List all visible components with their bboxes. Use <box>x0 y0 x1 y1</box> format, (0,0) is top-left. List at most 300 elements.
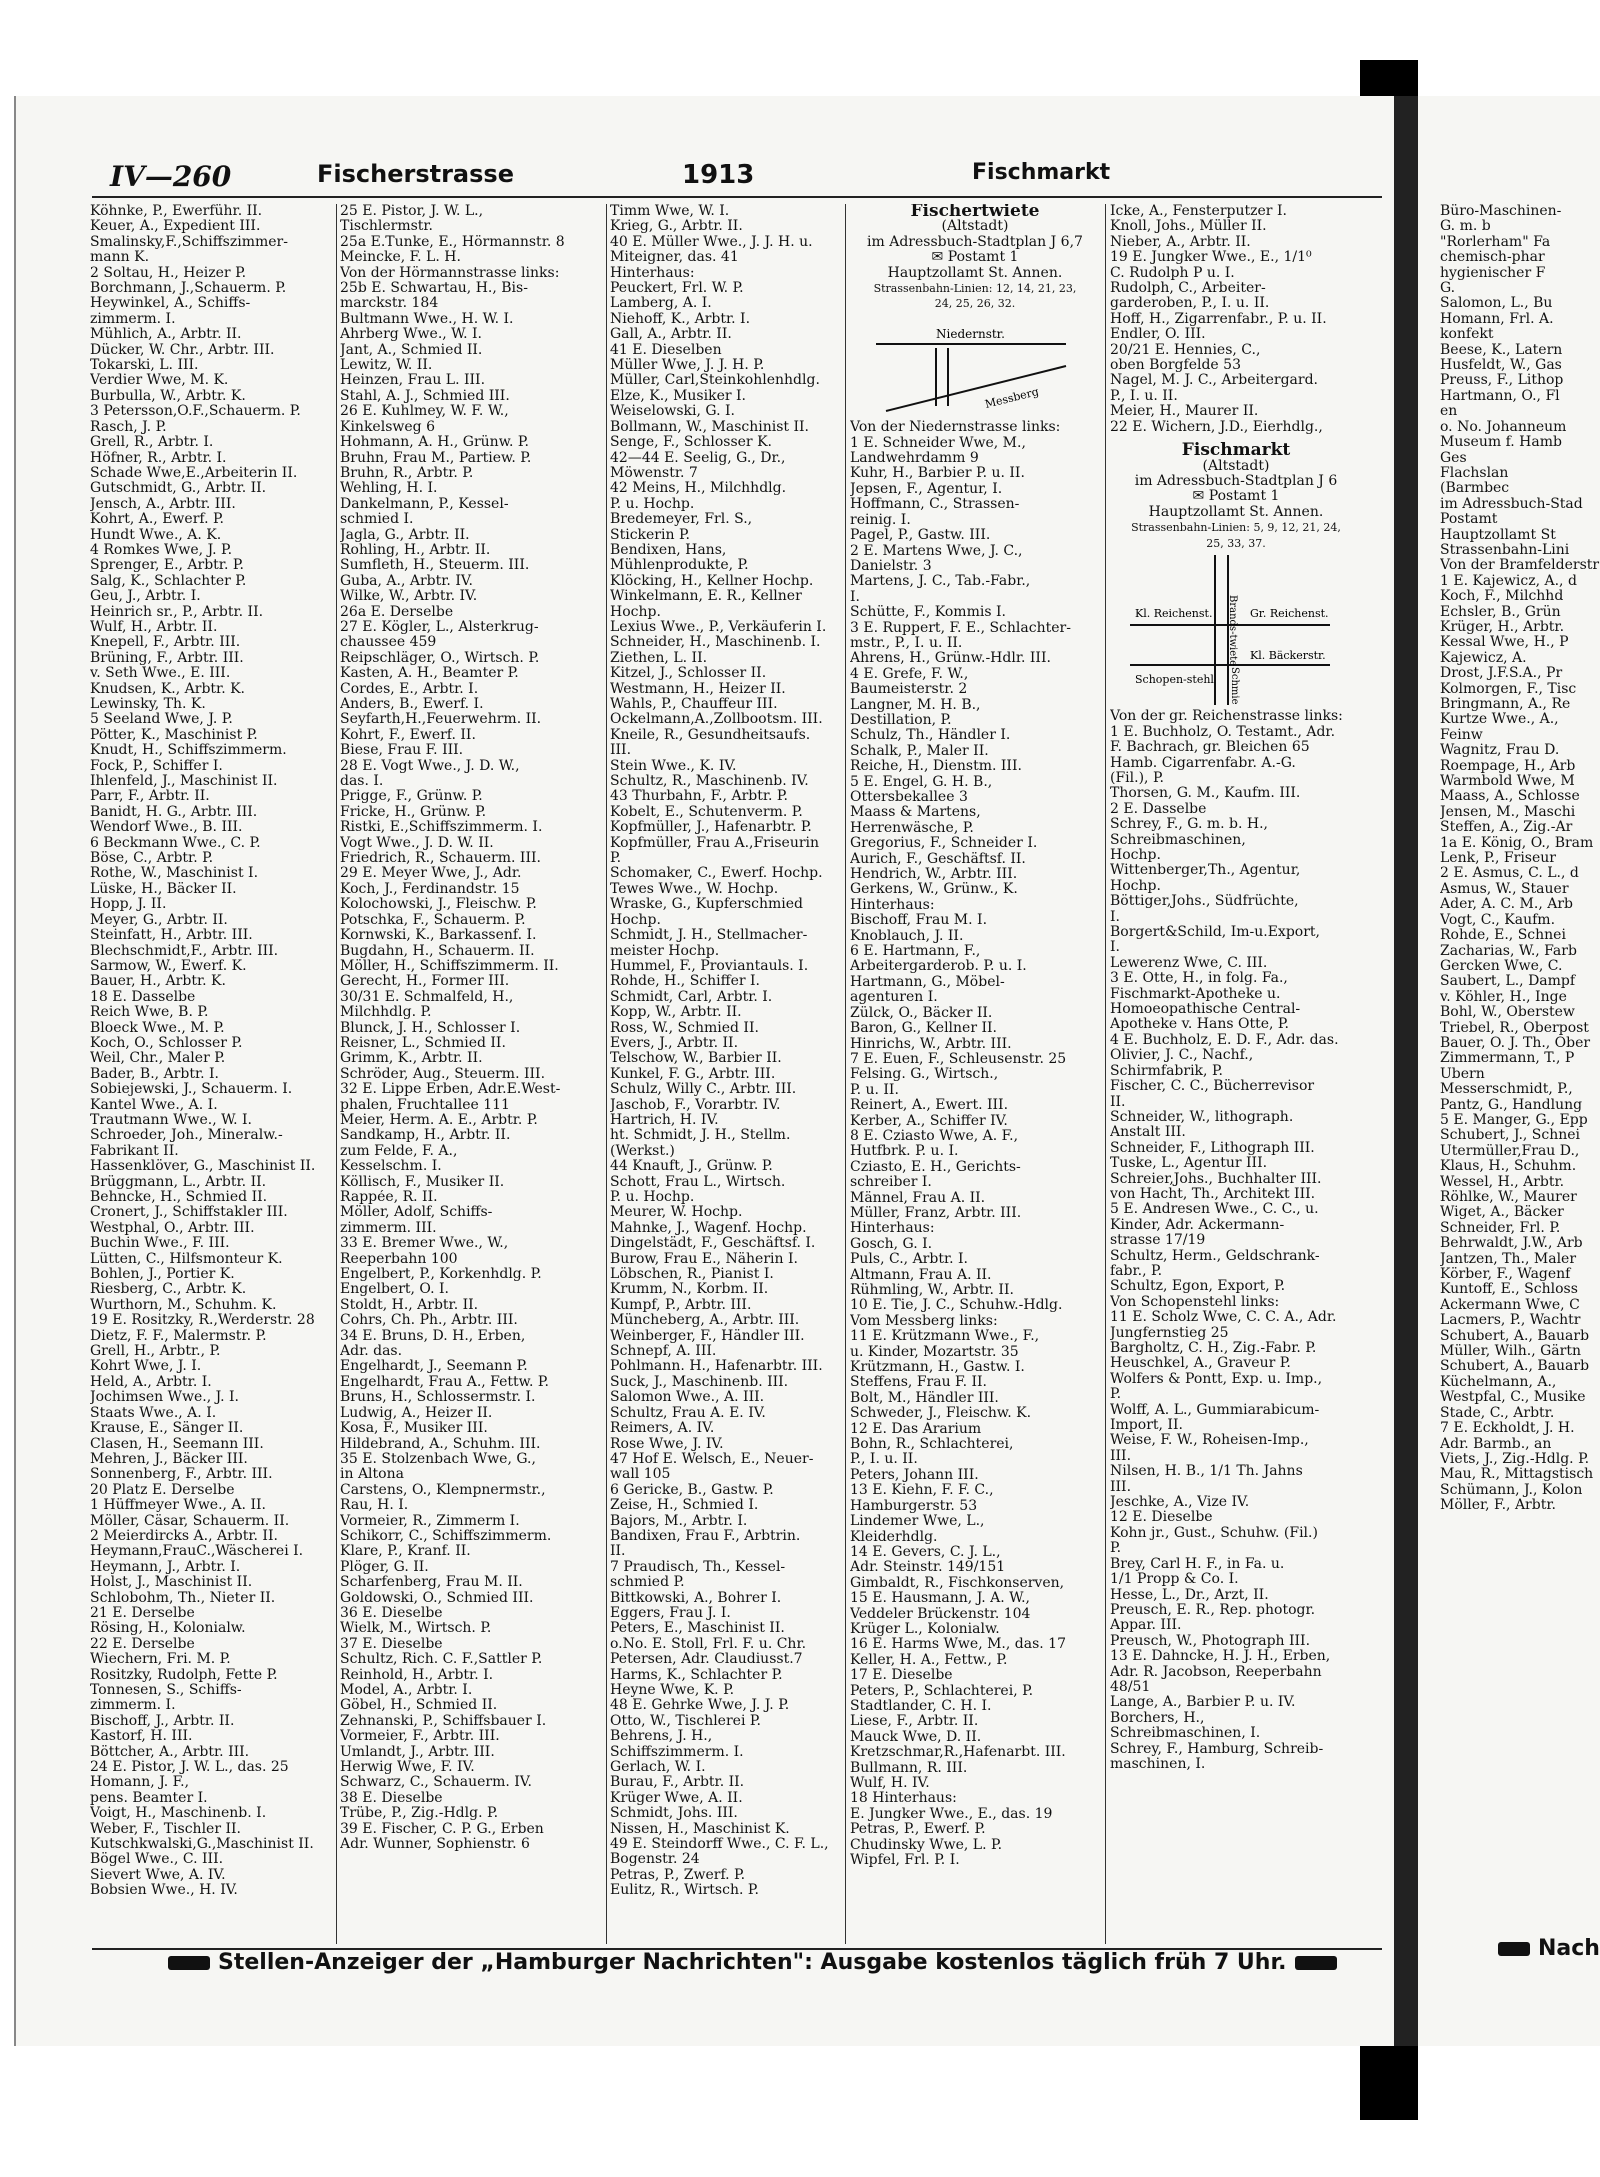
directory-entry: Möller, F., Arbtr. <box>1440 1498 1556 1514</box>
directory-entry: P. u. Hochp. <box>610 496 695 512</box>
directory-entry: Reimers, A. IV. <box>610 1421 715 1437</box>
directory-entry: Messerschmidt, P., <box>1440 1082 1573 1098</box>
directory-entry: Hauptzollamt St <box>1440 527 1556 543</box>
directory-entry: Harms, K., Schlachter P. <box>610 1667 783 1683</box>
directory-entry: Stoldt, H., Arbtr. II. <box>340 1297 479 1313</box>
directory-entry: Gimbaldt, R., Fischkonserven, <box>850 1575 1065 1591</box>
directory-entry: Hoffmann, C., Strassen- <box>850 497 1020 513</box>
directory-entry: Vogt Wwe., J. D. W. II. <box>340 835 494 851</box>
directory-entry: Kohrt Wwe, J. I. <box>90 1359 202 1375</box>
directory-entry: Möwenstr. 7 <box>610 465 698 481</box>
directory-entry: Küchelmann, A., <box>1440 1374 1557 1390</box>
directory-entry: Heywinkel, A., Schiffs- <box>90 296 251 312</box>
directory-entry: Bandixen, Frau F., Arbtrin. <box>610 1528 801 1544</box>
directory-entry: agenturen I. <box>850 990 938 1006</box>
directory-entry: P. <box>1110 1387 1122 1403</box>
map-label-schopenstehl: Schopen-stehl <box>1135 672 1214 686</box>
directory-entry: Seyfarth,H.,Feuerwehrm. II. <box>340 712 542 728</box>
directory-entry: Hohmann, A. H., Grünw. P. <box>340 435 529 451</box>
directory-entry: Kohn jr., Gust., Schuhw. (Fil.) <box>1110 1525 1318 1541</box>
directory-entry: Blunck, J. H., Schlosser I. <box>340 1020 521 1036</box>
directory-entry: Wilke, W., Arbtr. IV. <box>340 589 478 605</box>
directory-entry: 30/31 E. Schmalfeld, H., <box>340 989 514 1005</box>
directory-entry: Vormeier, F., Arbtr. III. <box>340 1729 500 1745</box>
directory-entry: Lange, A., Barbier P. u. IV. <box>1110 1695 1296 1711</box>
column-2 <box>340 204 602 1944</box>
directory-entry: Körber, F., Wagenf <box>1440 1267 1571 1283</box>
directory-entry: 26 E. Kuhlmey, W. F. W., <box>340 404 509 420</box>
directory-entry: Ottersbekallee 3 <box>850 790 968 805</box>
directory-entry: Von der Bramfelderstr <box>1440 558 1600 574</box>
directory-entry: Salomon Wwe., A. III. <box>610 1390 765 1406</box>
directory-entry: Hinterhaus: <box>610 265 695 281</box>
directory-entry: Mauck Wwe, D. II. <box>850 1729 982 1745</box>
directory-entry: Gall, A., Arbtr. II. <box>610 327 732 343</box>
directory-entry: Hartrich, H. IV. <box>610 1112 719 1128</box>
directory-entry: I. <box>850 589 860 605</box>
directory-entry: Schulz, Th., Händler I. <box>850 728 1011 744</box>
directory-entry: Kastorf, H. III. <box>90 1729 193 1745</box>
directory-entry: Husfeldt, W., Gas <box>1440 358 1562 374</box>
directory-entry: 25 E. Pistor, J. W. L., <box>340 204 484 219</box>
directory-entry: Ahrens, H., Grünw.-Hdlr. III. <box>850 651 1051 667</box>
directory-entry: Kinkelsweg 6 <box>340 419 435 435</box>
directory-entry: Kobelt, E., Schutenverm. P. <box>610 804 803 820</box>
fischertwiete-district: (Altstadt) <box>941 218 1009 235</box>
directory-entry: strasse 17/19 <box>1110 1233 1206 1249</box>
directory-entry: Knudsen, K., Arbtr. K. <box>90 681 246 697</box>
directory-entry: Schultz, Frau A. E. IV. <box>610 1405 766 1421</box>
binding-shadow <box>1394 96 1418 2046</box>
directory-entry: Petersen, Adr. Claudiusst.7 <box>610 1652 803 1668</box>
directory-entry: Lewinsky, Th. K. <box>90 697 206 712</box>
directory-entry: C. Rudolph P u. I. <box>1110 265 1235 281</box>
fischertwiete-tram-lines: Strassenbahn-Linien: 12, 14, 21, 23, <box>873 282 1077 296</box>
directory-entry: Banidt, H. G., Arbtr. III. <box>90 804 258 820</box>
directory-entry: P. u. Hochp. <box>610 1190 695 1205</box>
header-rule <box>92 196 1382 198</box>
directory-entry: Endler, O. III. <box>1110 327 1206 343</box>
directory-entry: 5 E. Engel, G. H. B., <box>850 774 993 790</box>
directory-entry: 26a E. Derselbe <box>340 604 454 620</box>
directory-entry: Chudinsky Wwe, L. P. <box>850 1837 1003 1853</box>
directory-entry: Schikorr, C., Schiffszimmerm. <box>340 1528 552 1544</box>
directory-entry: Gerkens, W., Grünw., K. <box>850 882 1018 898</box>
directory-entry: Adr. Steinstr. 149/151 <box>850 1560 1006 1576</box>
directory-entry: Riesberg, C., Arbtr. K. <box>90 1282 247 1298</box>
directory-entry: Cziasto, E. H., Gerichts- <box>850 1159 1021 1175</box>
directory-entry: mann K. <box>90 250 150 266</box>
directory-entry: Preusch, W., Photograph III. <box>1110 1633 1311 1649</box>
directory-entry: 16 E. Harms Wwe, M., das. 17 <box>850 1637 1066 1653</box>
directory-entry: E. Jungker Wwe., E., das. 19 <box>850 1806 1053 1822</box>
directory-entry: Mehren, J., Bäcker III. <box>90 1451 248 1467</box>
directory-entry: Lindemer Wwe, L., <box>850 1514 985 1530</box>
directory-entry: Blechschmidt,F., Arbtr. III. <box>90 943 279 959</box>
directory-entry: Zimmermann, T., P <box>1440 1051 1575 1067</box>
directory-entry: Carstens, O., Klempnermstr., <box>340 1482 546 1498</box>
directory-entry: (Barmbec <box>1440 481 1510 497</box>
directory-entry: 2 Soltau, H., Heizer P. <box>90 265 247 281</box>
directory-entry: Kornwski, K., Barkassenf. I. <box>340 928 537 944</box>
directory-entry: Preuss, F., Lithop <box>1440 373 1564 389</box>
directory-entry: v. Seth Wwe., E. III. <box>90 666 231 682</box>
directory-entry: Schröder, Aug., Steuerm. III. <box>340 1066 546 1082</box>
directory-entry: Ludwig, A., Heizer II. <box>340 1405 493 1421</box>
directory-entry: Buchin Wwe., F. III. <box>90 1236 230 1252</box>
fischmarkt-district: (Altstadt) <box>1202 457 1270 474</box>
directory-entry: Clasen, H., Seemann III. <box>90 1436 264 1452</box>
directory-entry: Brey, Carl H. F., in Fa. u. <box>1110 1556 1285 1572</box>
directory-entry: Heinrich sr., P., Arbtr. II. <box>90 604 264 620</box>
directory-entry: Kolochowski, J., Fleischw. P. <box>340 897 537 913</box>
directory-entry: 34 E. Bruns, D. H., Erben, <box>340 1328 526 1344</box>
directory-entry: Rau, H. I. <box>340 1498 409 1514</box>
directory-entry: Danielstr. 3 <box>850 558 932 574</box>
directory-entry: Milchhdlg. P. <box>340 1005 432 1021</box>
directory-entry: Sandkamp, H., Arbtr. II. <box>340 1128 511 1144</box>
directory-entry: Reisner, L., Schmied II. <box>340 1035 506 1051</box>
envelope-icon: ✉ <box>931 249 948 266</box>
page-number: IV—260 <box>110 160 232 193</box>
directory-entry: Homoeopathische Central- <box>1110 1002 1301 1018</box>
directory-entry: Heymann, J., Arbtr. I. <box>90 1559 241 1575</box>
directory-entry: Bringmann, A., Re <box>1440 697 1571 712</box>
directory-entry: Kohrt, F., Ewerf. II. <box>340 727 476 743</box>
directory-entry: Müller, Carl,Steinkohlenhdlg. <box>610 373 820 389</box>
directory-entry: Von der Niedernstrasse links: <box>850 420 1061 436</box>
directory-entry: Gosch, G. I. <box>850 1236 933 1252</box>
directory-entry: Hoff, H., Zigarrenfabr., P. u. II. <box>1110 311 1327 327</box>
directory-entry: Kuhr, H., Barbier P. u. II. <box>850 466 1025 482</box>
directory-entry: Engelbert, P., Korkenhdlg. P. <box>340 1267 542 1283</box>
directory-entry: 29 E. Meyer Wwe, J., Adr. <box>340 866 522 882</box>
directory-entry: Lamberg, A. I. <box>610 296 712 312</box>
directory-entry: Knoll, Johs., Müller II. <box>1110 219 1267 235</box>
directory-entry: Köhnke, P., Ewerführ. II. <box>90 204 263 219</box>
directory-entry: Hendrich, W., Arbtr. III. <box>850 867 1018 883</box>
directory-entry: Hartmann, G., Möbel- <box>850 974 1005 990</box>
fischmarkt-postamt: ✉ Postamt 1 <box>1192 488 1280 505</box>
directory-entry: pens. Beamter I. <box>90 1790 208 1806</box>
directory-entry: Schlobohm, Th., Nieter II. <box>90 1590 276 1606</box>
directory-entry: 49 E. Steindorff Wwe., C. F. L., <box>610 1837 829 1853</box>
fischmarkt-tram-lines: Strassenbahn-Linien: 5, 9, 12, 21, 24, <box>1131 521 1341 535</box>
directory-entry: Dücker, W. Chr., Arbtr. III. <box>90 342 275 358</box>
column-5-entries <box>1110 709 1362 1772</box>
directory-entry: Fricke, H., Grünw. P. <box>340 804 487 820</box>
directory-entry: Timm Wwe, W. I. <box>610 204 730 219</box>
directory-entry: Umlandt, J., Arbtr. III. <box>340 1744 495 1760</box>
fischertwiete-zollamt: Hauptzollamt St. Annen. <box>887 264 1063 281</box>
directory-entry: Wittenberger,Th., Agentur, <box>1110 863 1301 879</box>
directory-entry: v. Köhler, H., Inge <box>1440 989 1567 1005</box>
directory-entry: phalen, Fruchtallee 111 <box>340 1097 510 1113</box>
directory-entry: 14 E. Gevers, C. J. L., <box>850 1544 1001 1560</box>
directory-entry: Adr. Wunner, Sophienstr. 6 <box>340 1837 530 1853</box>
directory-entry: Schreier,Johs., Buchhalter III. <box>1110 1171 1322 1187</box>
directory-entry: Nissen, H., Maschinist K. <box>610 1821 790 1837</box>
directory-entry: Hamb. Cigarrenfabr. A.-G. <box>1110 755 1296 771</box>
directory-entry: 6 Beckmann Wwe., C. P. <box>90 835 261 851</box>
directory-entry: Engelbert, O. I. <box>340 1282 449 1298</box>
directory-entry: 1/1 Propp & Co. I. <box>1110 1572 1239 1588</box>
directory-entry: Bolt, M., Händler III. <box>850 1390 999 1406</box>
directory-entry: schmied P. <box>610 1575 685 1591</box>
directory-entry: Wulf, H. IV. <box>850 1776 930 1791</box>
directory-entry: Übern <box>1440 1066 1485 1082</box>
directory-entry: schreiber I. <box>850 1175 932 1191</box>
footer-advert-next-page: Nach <box>1490 1936 1600 1961</box>
directory-entry: Lütten, C., Hilfsmonteur K. <box>90 1251 283 1267</box>
directory-entry: Bajors, M., Arbtr. I. <box>610 1513 748 1529</box>
directory-entry: III. <box>1110 1448 1132 1464</box>
fischertwiete-street-map <box>866 316 1076 416</box>
directory-entry: Göbel, H., Schmied II. <box>340 1698 498 1714</box>
directory-entry: Mühlenprodukte, P. <box>610 558 749 574</box>
directory-entry: F. Bachrach, gr. Bleichen 65 <box>1110 740 1310 756</box>
directory-entry: Homann, J. F., <box>90 1775 190 1791</box>
directory-entry: 1 E. Buchholz, O. Testamt., Adr. <box>1110 724 1336 740</box>
directory-entry: Schubert, A., Bauarb <box>1440 1328 1590 1344</box>
directory-entry: Lüske, H., Bäcker II. <box>90 881 237 897</box>
column-divider <box>845 204 846 1944</box>
directory-entry: Gregorius, F., Schneider I. <box>850 836 1038 852</box>
directory-entry: schmied I. <box>340 512 414 528</box>
column-5 <box>1110 204 1362 1944</box>
directory-entry: Kinder, Adr. Ackermann- <box>1110 1217 1285 1233</box>
directory-entry: Schneider, Frl. P. <box>1440 1220 1561 1236</box>
column-divider <box>336 204 337 1944</box>
directory-entry: u. Kinder, Mozartstr. 35 <box>850 1344 1019 1360</box>
directory-entry: Wehling, H. I. <box>340 481 438 497</box>
directory-entry: Hopp, J. II. <box>90 897 167 913</box>
envelope-icon: ✉ <box>1192 488 1209 505</box>
directory-entry: Ziethen, L. II. <box>610 650 708 666</box>
directory-entry: Langner, M. H. B., <box>850 697 981 713</box>
directory-entry: 18 E. Dasselbe <box>90 989 196 1005</box>
footer-advert-text: Stellen-Anzeiger der „Hamburger Nachrichten": Ausgabe kostenlos täglich früh 7 Uhr. <box>218 1950 1287 1975</box>
directory-entry: Zülck, O., Bäcker II. <box>850 1005 993 1021</box>
directory-entry: Krützmann, H., Gastw. I. <box>850 1360 1025 1376</box>
directory-entry: P. <box>610 851 622 867</box>
directory-entry: Hutfbrk. P. u. I. <box>850 1144 959 1160</box>
directory-entry: Meincke, F. L. H. <box>340 250 461 266</box>
directory-entry: Tischlermstr. <box>340 219 434 235</box>
directory-entry: Strassenbahn-Lini <box>1440 542 1570 558</box>
directory-entry: Wiget, A., Bäcker <box>1440 1205 1564 1221</box>
directory-entry: Grell, H., Arbtr., P. <box>90 1344 221 1360</box>
directory-entry: 43 Thurbahn, F., Arbtr. P. <box>610 789 788 805</box>
directory-entry: Rothe, W., Maschinist I. <box>90 866 259 882</box>
directory-entry: Sievert Wwe, A. IV. <box>90 1867 226 1883</box>
directory-entry: Asmus, W., Stauer <box>1440 881 1569 897</box>
directory-entry: Möller, Cäsar, Schauerm. II. <box>90 1513 290 1529</box>
directory-entry: Sarmow, W., Ewerf. K. <box>90 958 247 974</box>
directory-entry: Schalk, P., Maler II. <box>850 743 989 759</box>
directory-entry: Wolfers & Pontt, Exp. u. Imp., <box>1110 1371 1323 1387</box>
directory-entry: Ross, W., Schmied II. <box>610 1020 759 1036</box>
directory-entry: 3 Petersson,O.F.,Schauerm. P. <box>90 404 301 420</box>
directory-entry: Hinrichs, W., Arbtr. III. <box>850 1036 1012 1052</box>
directory-entry: Pantz, G., Handlung <box>1440 1097 1583 1113</box>
directory-entry: Kasten, A. H., Beamter P. <box>340 666 519 682</box>
directory-entry: Kutschkwalski,G.,Maschinist II. <box>90 1837 314 1853</box>
directory-entry: 10 E. Tie, J. C., Schuhw.-Hdlg. <box>850 1298 1063 1314</box>
fischmarkt-title: Fischmarkt <box>1181 440 1291 461</box>
directory-entry: 1a E. König, O., Bram <box>1440 835 1594 851</box>
directory-entry: Appar. III. <box>1110 1618 1182 1634</box>
directory-entry: 4 E. Buchholz, E. D. F., Adr. das. <box>1110 1032 1339 1048</box>
directory-entry: Baron, G., Kellner II. <box>850 1021 997 1037</box>
directory-entry: Anstalt III. <box>1110 1125 1186 1141</box>
directory-entry: Hildebrand, A., Schuhm. III. <box>340 1436 541 1452</box>
directory-entry: Heyne Wwe, K. P. <box>610 1683 735 1698</box>
directory-entry: Zehnanski, P., Schiffsbauer I. <box>340 1713 547 1729</box>
directory-entry: Knudt, H., Schiffszimmerm. <box>90 743 287 759</box>
directory-entry: Männel, Frau A. II. <box>850 1190 986 1206</box>
directory-entry: konfekt <box>1440 327 1494 343</box>
directory-entry: Reeperbahn 100 <box>340 1251 458 1267</box>
directory-entry: Vom Messberg links: <box>850 1313 998 1329</box>
directory-entry: Baumeisterstr. 2 <box>850 682 968 698</box>
directory-entry: Kitzel, J., Schlosser II. <box>610 666 767 682</box>
directory-entry: Krieg, G., Arbtr. II. <box>610 219 743 235</box>
directory-entry: Hinterhaus: <box>850 1221 935 1237</box>
directory-entry: meister Hochp. <box>610 943 720 959</box>
directory-entry: Kumpf, P., Arbtr. III. <box>610 1297 752 1313</box>
directory-entry: Meurer, W. Hochp. <box>610 1205 743 1221</box>
page-header <box>92 160 1392 193</box>
directory-entry: 5 E. Manger, G., Epp <box>1440 1112 1588 1128</box>
directory-entry: Biese, Frau F. III. <box>340 743 464 759</box>
directory-entry: Prigge, F., Grünw. P. <box>340 789 483 805</box>
directory-entry: 24 E. Pistor, J. W. L., das. 25 <box>90 1760 289 1776</box>
directory-entry: Schulz, Willy C., Arbtr. III. <box>610 1082 797 1098</box>
directory-entry: Salg, K., Schlachter P. <box>90 573 247 589</box>
directory-entry: 5 E. Andresen Wwe., C. C., u. <box>1110 1202 1319 1218</box>
directory-entry: mstr., P., I. u. II. <box>850 635 963 651</box>
directory-entry: Borchers, H., <box>1110 1710 1205 1726</box>
map-label-kl-baeckerstr: Kl. Bäckerstr. <box>1250 648 1326 662</box>
directory-entry: Gutschmidt, G., Arbtr. II. <box>90 481 267 497</box>
directory-entry: 12 E. Das Ärarium <box>850 1421 982 1437</box>
directory-entry: Böttiger,Johs., Südfrüchte, <box>1110 894 1299 910</box>
directory-entry: Westphal, O., Arbtr. III. <box>90 1220 255 1236</box>
directory-entry: Burbulla, W., Arbtr. K. <box>90 388 246 404</box>
directory-entry: Herrenwäsche, P. <box>850 820 974 836</box>
directory-entry: Büro-Maschinen- <box>1440 204 1562 219</box>
directory-entry: Röhlke, W., Maurer <box>1440 1190 1577 1205</box>
directory-entry: Drost, J.F.S.A., Pr <box>1440 666 1563 682</box>
directory-entry: Schomaker, C., Ewerf. Hochp. <box>610 866 823 882</box>
directory-entry: Wahls, P., Chauffeur III. <box>610 697 778 712</box>
directory-entry: Feinw <box>1440 727 1483 743</box>
directory-entry: Koch, O., Schlosser P. <box>90 1035 243 1051</box>
directory-entry: 21 E. Derselbe <box>90 1605 195 1621</box>
directory-entry: 6 Gericke, B., Gastw. P. <box>610 1482 774 1498</box>
directory-entry: 13 E. Kiehn, F. F. C., <box>850 1483 994 1499</box>
directory-entry: Jensch, A., Arbtr. III. <box>90 496 236 512</box>
directory-entry: Hartmann, O., Fl <box>1440 388 1560 404</box>
directory-entry: 42—44 E. Seelig, G., Dr., <box>610 450 786 466</box>
directory-entry: Hochp. <box>610 912 661 928</box>
directory-entry: Borgert&Schild, Im-u.Export, <box>1110 925 1320 941</box>
directory-entry: 38 E. Dieselbe <box>340 1790 443 1806</box>
directory-entry: 27 E. Kögler, L., Alsterkrug- <box>340 619 539 635</box>
directory-entry: Trübe, P., Zig.-Hdlg. P. <box>340 1806 499 1822</box>
directory-entry: Rohde, E., Schnei <box>1440 928 1566 944</box>
directory-entry: Bader, B., Arbtr. I. <box>90 1066 220 1082</box>
directory-entry: Knoblauch, J. II. <box>850 928 964 944</box>
directory-entry: 12 E. Dieselbe <box>1110 1510 1213 1526</box>
directory-entry: 22 E. Derselbe <box>90 1636 195 1652</box>
directory-entry: Kneile, R., Gesundheitsaufs. <box>610 727 811 743</box>
directory-entry: Elze, K., Musiker I. <box>610 388 746 404</box>
directory-entry: Thorsen, G. M., Kaufm. III. <box>1110 786 1301 802</box>
directory-entry: Eulitz, R., Wirtsch. P. <box>610 1883 759 1899</box>
directory-entry: Kretzschmar,R.,Hafenarbt. III. <box>850 1745 1066 1761</box>
directory-entry: Jagla, G., Arbtr. II. <box>340 527 470 543</box>
fischmarkt-plan: im Adressbuch-Stadtplan J 6 <box>1134 472 1338 489</box>
directory-entry: Schneider, F., Lithograph III. <box>1110 1140 1315 1156</box>
directory-entry: Bredemeyer, Frl. S., <box>610 512 753 528</box>
directory-entry: 20/21 E. Hennies, C., <box>1110 342 1261 358</box>
directory-entry: Ges <box>1440 450 1467 466</box>
directory-entry: Fock, P., Schiffer I. <box>90 758 223 774</box>
directory-entry: maschinen, I. <box>1110 1756 1206 1772</box>
directory-entry: Wessel, H., Arbtr. <box>1440 1174 1565 1190</box>
directory-entry: Nieber, A., Arbtr. II. <box>1110 234 1251 250</box>
directory-entry: Adr. Barmb., an <box>1440 1436 1552 1452</box>
directory-entry: Steinfatt, H., Arbtr. III. <box>90 928 253 944</box>
directory-entry: Schweder, J., Fleischw. K. <box>850 1406 1032 1422</box>
directory-entry: Goldowski, O., Schmied III. <box>340 1590 534 1606</box>
directory-entry: 47 Hof E. Welsch, E., Neuer- <box>610 1451 814 1467</box>
directory-entry: P., I. u. II. <box>1110 388 1178 404</box>
directory-entry: Adr. das. <box>340 1344 403 1360</box>
directory-entry: Schnepf, A. III. <box>610 1344 717 1360</box>
directory-entry: Bogenstr. 24 <box>610 1852 700 1868</box>
directory-entry: Steffens, Frau F. II. <box>850 1375 987 1391</box>
directory-entry: zimmerm. I. <box>90 311 176 327</box>
fischertwiete-title: Fischertwiete <box>910 204 1040 221</box>
directory-entry: Behrwaldt, J.W., Arb <box>1440 1236 1583 1252</box>
directory-entry: ht. Schmidt, J. H., Stellm. <box>610 1128 791 1144</box>
pointing-hand-icon <box>1498 1942 1530 1956</box>
directory-entry: Stein Wwe., K. IV. <box>610 758 737 774</box>
directory-entry: Viets, J., Zig.-Hdlg. P. <box>1440 1451 1590 1467</box>
directory-entry: Gerecht, H., Former III. <box>340 974 510 990</box>
directory-entry: 48 E. Gehrke Wwe, J. J. P. <box>610 1698 790 1714</box>
directory-entry: 2 E. Asmus, C. L., d <box>1440 866 1579 882</box>
directory-entry: Müller, Franz, Arbtr. III. <box>850 1205 1022 1221</box>
directory-entry: II. <box>1110 1094 1126 1110</box>
directory-entry: Ader, A. C. M., Arb <box>1440 897 1573 913</box>
directory-entry: Knepell, F., Arbtr. III. <box>90 635 241 651</box>
directory-entry: Klare, P., Kranf. II. <box>340 1544 471 1560</box>
directory-entry: Ihlenfeld, J., Maschinist II. <box>90 774 278 790</box>
directory-entry: Köllisch, F., Musiker II. <box>340 1174 505 1190</box>
directory-entry: 42 Meins, H., Milchhdlg. <box>610 481 787 497</box>
fischmarkt-zollamt: Hauptzollamt St. Annen. <box>1148 503 1324 520</box>
directory-entry: 8 E. Cziasto Wwe, A. F., <box>850 1128 1019 1144</box>
directory-entry: 4 Romkes Wwe, J. P. <box>90 542 233 558</box>
directory-entry: Rösing, H., Kolonialw. <box>90 1621 246 1637</box>
directory-entry: Kleiderhdlg. <box>850 1529 938 1545</box>
directory-entry: Von der Hörmannstrasse links: <box>340 265 560 281</box>
directory-entry: Schwarz, C., Schauerm. IV. <box>340 1775 532 1791</box>
